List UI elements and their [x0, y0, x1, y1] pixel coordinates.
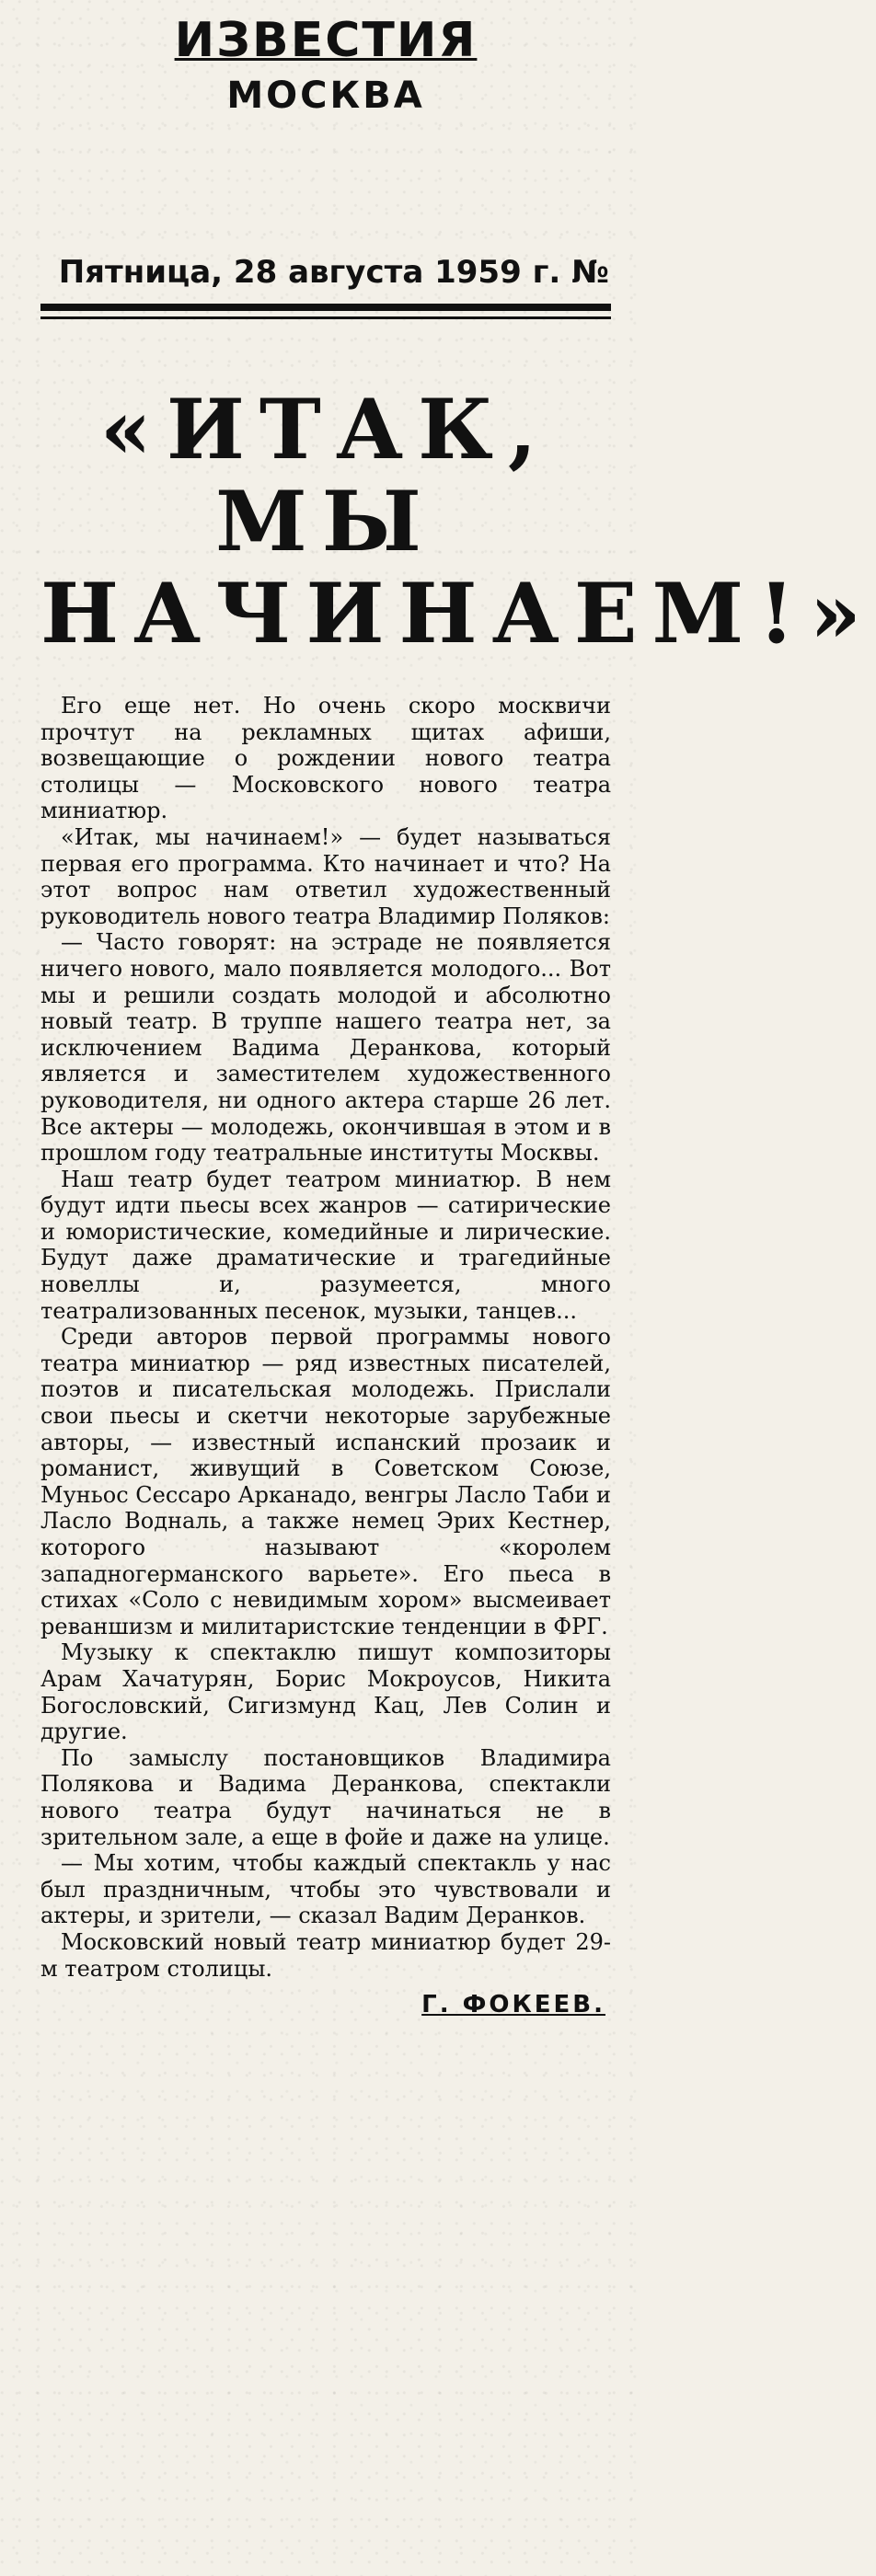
- masthead: [40, 0, 611, 118]
- article-paragraph: Его еще нет. Но очень скоро москвичи прочтут на рекламных щитах афиши, возвещающие о рождении нового театра столицы — Московского нового театра миниатюр.: [40, 693, 611, 824]
- divider-thin: [40, 316, 611, 319]
- article-paragraph: Музыку к спектаклю пишут композиторы Арам Хачатурян, Борис Мокроусов, Никита Богословский, Сигизмунд Кац, Лев Солин и другие.: [40, 1639, 611, 1745]
- article-paragraph: По замыслу постановщиков Владимира Полякова и Вадима Деранкова, спектакли нового театра будут начинаться не в зрительном зале, а еще в фойе и даже на улице.: [40, 1744, 611, 1850]
- dateline: Пятница, 28 августа 1959 г. №: [58, 254, 609, 291]
- newspaper-name: ИЗВЕСТИЯ: [174, 13, 478, 68]
- city-name: МОСКВА: [226, 75, 425, 117]
- article-paragraph: Наш театр будет театром миниатюр. В нем будут идти пьесы всех жанров — сатирические и юмористические, комедийные и лирические. Будут даже драматические и трагедийные новеллы и, разумеется, много театрализованных песенок, музыки, танцев...: [40, 1166, 611, 1324]
- author-signature: Г. ФОКЕЕВ.: [421, 1991, 605, 2019]
- article-paragraph: «Итак, мы начинаем!» — будет называться первая его программа. Кто начинает и что? На этот вопрос нам ответил художественный руководитель нового театра Владимир Поляков:: [40, 823, 611, 929]
- headline-line-1: «ИТАК, МЫ: [99, 381, 552, 570]
- article-paragraph: — Мы хотим, чтобы каждый спектакль у нас был праздничным, чтобы это чувствовали и актеры, и зрители, — сказал Вадим Деранков.: [40, 1850, 611, 1929]
- article-paragraph: — Часто говорят: на эстраде не появляется ничего нового, мало появляется молодого... Вот мы и решили создать молодой и абсолютно новый театр. В труппе нашего театра нет, за исключением Вадима Деранкова, который является и заместителем художественного руководителя, ни одного актера старше 26 лет. Все актеры — молодежь, окончившая в этом и в прошлом году театральные институты Москвы.: [40, 929, 611, 1167]
- headline-line-2: НАЧИНАЕМ!»: [40, 565, 876, 662]
- divider-thick: [40, 304, 611, 311]
- article-paragraph: Московский новый театр миниатюр будет 29-м театром столицы.: [40, 1928, 611, 1982]
- article-paragraph: Среди авторов первой программы нового театра миниатюр — ряд известных писателей, поэтов и писательская молодежь. Прислали свои пьесы и скетчи некоторые зарубежные авторы, — известный испанский прозаик и романист, живущий в Советском Союзе, Муньос Сессаро Арканадо, венгры Ласло Таби и Ласло Водналь, а также немец Эрих Кестнер, которого называют «королем западногерманского варьете». Его пьеса в стихах «Соло с невидимым хором» высмеивает реваншизм и милитаристские тенденции в ФРГ.: [40, 1324, 611, 1639]
- article-headline: [40, 381, 876, 662]
- article-body: [40, 693, 611, 1982]
